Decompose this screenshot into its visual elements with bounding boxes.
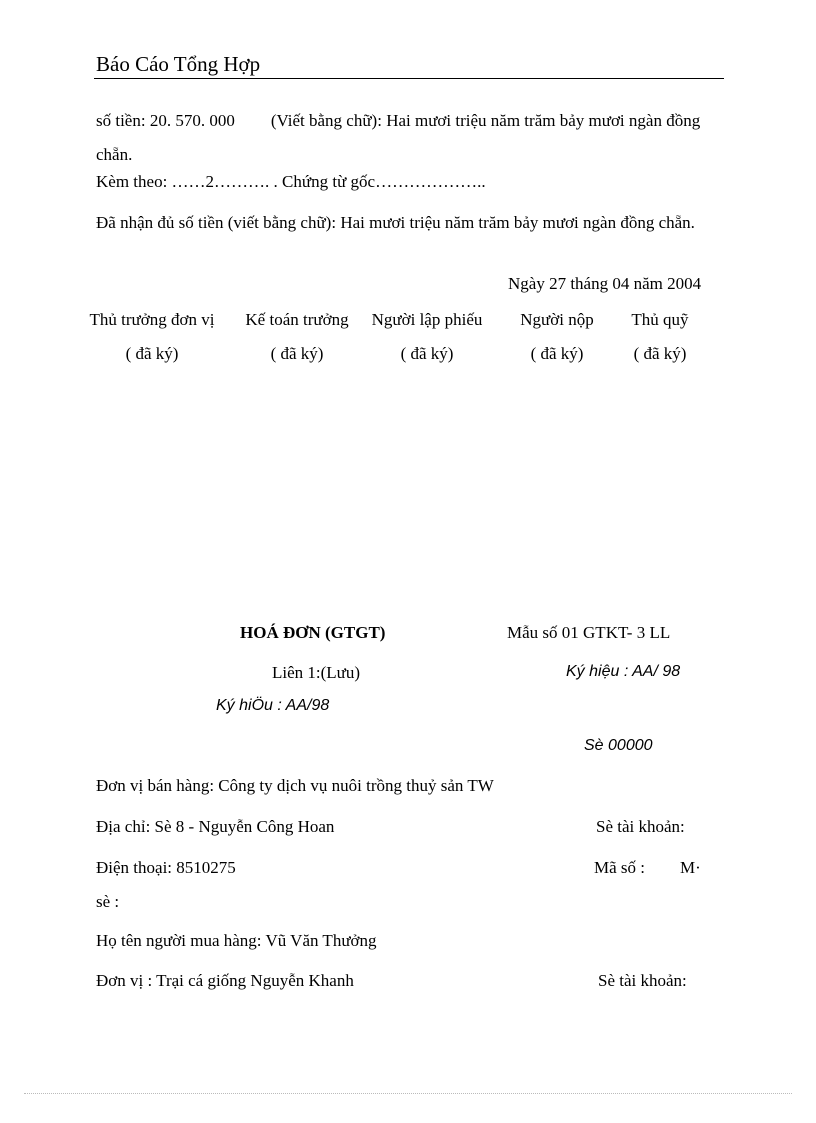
signature-role-chief-accountant: Kế toán trưởng bbox=[245, 310, 349, 329]
signature-role-preparer: Người lập phiếu bbox=[371, 310, 483, 329]
signature-status-head: ( đã ký) bbox=[125, 344, 179, 363]
received-amount-paragraph: Đã nhận đủ số tiền (viết bằng chữ): Hai mươi triệu năm trăm bảy mươi ngàn đồng chẵn. bbox=[96, 213, 695, 232]
signature-role-payer: Người nộp bbox=[520, 310, 594, 329]
invoice-title: HOÁ ĐƠN (GTGT) bbox=[240, 623, 386, 642]
seller-address: Địa chỉ: Sè 8 - Nguyễn Công Hoan bbox=[96, 817, 335, 836]
amount-paragraph bbox=[96, 104, 726, 172]
header-divider bbox=[94, 78, 724, 79]
buyer-unit: Đơn vị : Trại cá giống Nguyễn Khanh bbox=[96, 971, 354, 990]
seller-account-label: Sè tài khoản: bbox=[596, 817, 685, 836]
signature-role-cashier: Thủ quỹ bbox=[631, 310, 689, 329]
invoice-copy: Liên 1:(Lưu) bbox=[272, 663, 361, 682]
tax-code-value: M· bbox=[680, 858, 701, 877]
signature-status-payer: ( đã ký) bbox=[530, 344, 584, 363]
signature-status-preparer: ( đã ký) bbox=[400, 344, 454, 363]
invoice-form-number: Mẫu số 01 GTKT- 3 LL bbox=[507, 623, 671, 642]
buyer-account-label: Sè tài khoản: bbox=[598, 971, 687, 990]
invoice-symbol-alt: Ký hiÖu : AA/98 bbox=[216, 697, 330, 714]
seller-line: Đơn vị bán hàng: Công ty dịch vụ nuôi trồng thuỷ sản TW bbox=[96, 776, 494, 795]
receipt-date: Ngày 27 tháng 04 năm 2004 bbox=[508, 274, 702, 293]
amount-in-words: (Viết bằng chữ): Hai mươi triệu năm trăm bảy mươi ngàn đồng chẵn. bbox=[96, 111, 701, 164]
invoice-number: Sè 00000 bbox=[584, 737, 653, 754]
amount-value: số tiền: 20. 570. 000 bbox=[96, 111, 235, 130]
seller-phone: Điện thoại: 8510275 bbox=[96, 858, 236, 877]
tax-code-label: Mã số : bbox=[594, 858, 645, 877]
attachments-line: Kèm theo: ……2………. . Chứng từ gốc……………….. bbox=[96, 172, 486, 191]
signature-status-chief-accountant: ( đã ký) bbox=[270, 344, 324, 363]
invoice-symbol: Ký hiệu : AA/ 98 bbox=[566, 663, 681, 680]
signature-role-head: Thủ trưởng đơn vị bbox=[89, 310, 215, 329]
page-bottom-divider bbox=[24, 1093, 792, 1094]
buyer-name: Họ tên người mua hàng: Vũ Văn Thưởng bbox=[96, 931, 377, 950]
page-title: Báo Cáo Tổng Hợp bbox=[96, 52, 261, 76]
signature-status-cashier: ( đã ký) bbox=[633, 344, 687, 363]
tax-code-continuation: sè : bbox=[96, 892, 120, 911]
